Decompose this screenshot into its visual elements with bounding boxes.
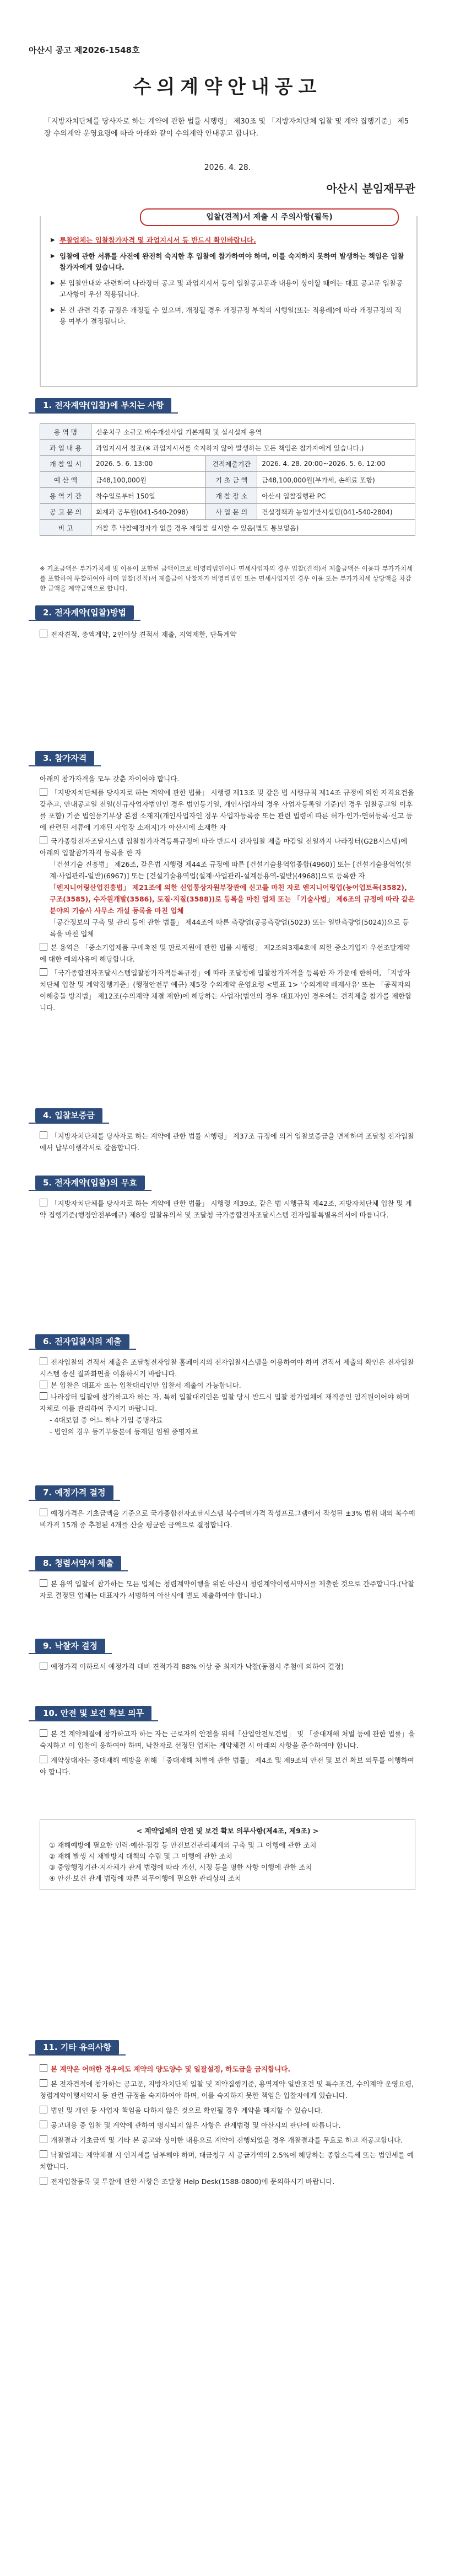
intro-text: 「지방자치단체를 당사자로 하는 계약에 관한 법률 시행령」 제30조 및 「지방자치단체 입찰 및 계약 집행기준」 제5장 수의계약 운영요령에 따라 아래와 같이 수의계약 안내공고 합니다. [44,117,409,138]
checkbox-icon [40,1729,47,1737]
section-5-text: 「지방자치단체를 당사자로 하는 계약에 관한 법률」 시행령 제39조, 같은 법 시행규칙 제42조, 지방자치단체 입찰 및 계약 집행기준(행정안전부예규) 제8장 입찰유의서 및 조달청 국가종합전자조달시스템 전자입찰특별유의서에 따릅니다. [40,1199,412,1219]
checkbox-icon [40,1357,47,1365]
checkbox-icon [40,2064,47,2072]
table-row: 예 산 액 금48,100,000원 기 초 금 액 금48,100,000원(부가세, 손해료 포함) [40,472,415,488]
page-title: 수의계약안내공고 [133,76,322,98]
checkbox-icon [40,1662,47,1670]
section-11-heading: 11. 기타 유의사항 [29,2040,126,2056]
checkbox-icon [40,1199,47,1206]
checkbox-icon [40,1756,47,1763]
warning-box [40,213,418,387]
table-row: 비 고 개찰 후 낙찰예정자가 없을 경우 재입찰 실시할 수 있음(별도 통보없음) [40,520,415,536]
section-3-heading: 3. 참가자격 [29,751,101,766]
warning-heading: 입찰(견적)서 제출 시 주의사항(필독) [140,208,399,226]
notice-date: 2026. 4. 28. [204,163,251,172]
table-row: 공 고 문 의 회계과 공무원(041-540-2098) 사 업 문 의 건설정책과 농업기반시설팀(041-540-2804) [40,504,415,520]
safety-duty-box: < 계약업체의 안전 및 보건 확보 의무사항(제4조, 제9조) > ① 재해예방에 필요한 인력·예산·점검 등 안전보건관리체계의 구축 및 그 이행에 관한 조치 ② 재해 발생 시 재발방지 대책의 수립 및 그 이행에 관한 조치 ③ 중앙행정기관·지자체가 관계 법령에 따라 개선, 시정 등을 명한 사항 이행에 관한 조치 ④ 안전·보건 관계 법령에 따른 의무이행에 필요한 관리상의 조치 [40,1820,415,1890]
checkbox-icon [40,943,47,951]
section-6-body: 전자입찰의 견적서 제출은 조달청전자입찰 홈페이지의 전자입찰시스템을 이용하여야 하며 견적서 제출의 확인은 전자입찰시스템 송신 결과화면을 이용하시기 바랍니다. 본 입찰은 대표자 또는 입찰대리인만 입찰서 제출이 가능합니다. 나라장터 입찰에 참가하고자 하는 자, 특히 입찰대리인은 입찰 당시 반드시 입찰 참가업체에 재직중인 임직원이어야 하며 자체로 이를 관리하여 주시기 바랍니다. - 4대보험 중 어느 하나 가입 증명자료 - 법인의 경우 등기부등본에 등재된 임원 증명자료 [40,1358,414,1436]
issuer: 아산시 분임재무관 [326,182,415,195]
section-10-heading: 10. 안전 및 보건 확보 의무 [29,1706,158,1721]
checkbox-icon [40,2121,47,2128]
table-row: 개 찰 일 시 2026. 5. 6. 13:00 견적제출기간 2026. 4. 28. 20:00~2026. 5. 6. 12:00 [40,456,415,472]
info-table [40,423,415,536]
warning-item: ▶ 입찰에 관한 서류를 사전에 완전히 숙지한 후 입찰에 참가하여야 하며, 이를 숙지하지 못하여 발생하는 책임은 입찰참가자에게 있습니다. [51,251,407,273]
table-row: 용 역 명 신운치구 소규모 배수개선사업 기본계획 및 실시설계 용역 [40,424,415,440]
section-4-heading: 4. 입찰보증금 [29,1108,109,1124]
section-9-text: 예정가격 이하로서 예정가격 대비 견적가격 88% 이상 중 최저가 낙찰(동점시 추첨에 의하여 결정) [40,1661,415,1672]
checkbox-icon [40,2177,47,2185]
checkbox-icon [40,630,47,637]
checkbox-icon [40,2150,47,2158]
section-8-text: 본 용역 입찰에 참가하는 모든 업체는 청렴계약이행을 위한 아산시 청렴계약이행서약서를 제출한 것으로 간주합니다.(낙찰자로 결정된 업체는 대표자가 서명하여 아산시에 별도 제출하여야 합니다.) [40,1580,415,1600]
section-11-body: 본 계약은 어떠한 경우에도 계약의 양도양수 및 일괄설정, 하도급을 금지합니다. 본 전자견적에 참가하는 공고문, 지방자치단체 입찰 및 계약집행기준, 용역계약 일반조건 및 특수조건, 수의계약 운영요령, 청렴계약이행서약서 등 관련 규정을 숙지하여야 하며, 이를 숙지하지 못한 책임은 입찰자에게 있습니다. 법인 및 개인 등 사업자 책임을 다하지 않은 것으로 확인될 경우 계약을 해지할 수 있습니다. 공고내용 중 입찰 및 계약에 관하여 명시되지 않은 사항은 관계법령 및 아산시의 판단에 따릅니다. 개찰결과 기초금액 및 기타 본 공고와 상이한 내용으로 계약이 진행되었을 경우 개찰결과를 무효로 하고 재공고합니다. 낙찰업체는 계약체결 시 인지세를 납부해야 하며, 대금청구 시 공급가액의 2.5%에 해당하는 종합소득세 또는 법인세를 예치합니다. 전자입찰등록 및 투찰에 관한 사항은 조달청 Help Desk(1588-0800)에 문의하시기 바랍니다. [40,2065,414,2186]
checkbox-icon [40,2135,47,2143]
section-4-text: 「지방자치단체를 당사자로 하는 계약에 관한 법률 시행령」 제37조 규정에 의거 입찰보증금을 면제하며 조달청 전자입찰에서 납부이행각서로 갈음합니다. [40,1132,415,1152]
table-row: 과 업 내 용 과업지시서 참조(※ 과업지시서를 숙지하지 않아 발생하는 모든 책임은 참가자에게 있습니다.) [40,440,415,456]
section-9-heading: 9. 낙찰자 결정 [29,1639,112,1654]
section-6-heading: 6. 전자입찰시의 제출 [29,1334,136,1350]
checkbox-icon [40,1381,47,1388]
checkbox-icon [40,1131,47,1139]
section-2-heading: 2. 전자계약(입찰)방법 [29,605,140,621]
section-8-heading: 8. 청렴서약서 제출 [29,1556,128,1571]
section-2-text: 전자견적, 총액계약, 2인이상 견적서 제출, 지역제한, 단독계약 [40,629,415,640]
checkbox-icon [40,968,47,976]
checkbox-icon [40,836,47,844]
section-7-heading: 7. 예정가격 결정 [29,1485,120,1501]
warning-item: ▶ 본 건 관련 각종 규정은 개정될 수 있으며, 개정될 경우 개정규정 부칙의 시행일(또는 적용례)에 따라 개정규정의 적용 여부가 결정됩니다. [51,305,407,327]
warning-item: ▶ 본 입찰안내와 관련하여 나라장터 공고 및 과업지시서 등이 입찰공고문과 내용이 상이할 때에는 대표 공고문 입찰공고사항이 우선 적용됩니다. [51,278,407,300]
checkbox-icon [40,1392,47,1400]
checkbox-icon [40,1509,47,1516]
checkbox-icon [40,788,47,796]
checkbox-icon [40,2079,47,2087]
section-3-body: 아래의 참가자격을 모두 갖춘 자이어야 합니다. 「지방자치단체를 당사자로 하는 계약에 관한 법률」 시행령 제13조 및 같은 법 시행규칙 제14조 규정에 의한 자격요건을 갖추고, 안내공고일 전일(신규사업자법인인 경우 법인등기일, 개인사업자의 경우 사업자등록일 기준)인 경우 입찰공고일 이후를 포함) 기준 법인등기부상 본점 소재지(개인사업자인 경우 사업자등록증 또는 관련 법령에 따른 허가·인가·면허등록·신고 등에 관련된 서류에 기재된 사업장 소재지)가 아산시에 소재한 자 국가종합전자조달시스템 입찰참가자격등록규정에 따라 반드시 전자입찰 제출 마감일 전일까지 나라장터(G2B시스템)에 아래의 입찰참가자격 등록을 한 자 「건설기술 진흥법」 제26조, 같은법 시행령 제44조 규정에 따른 [건설기술용역업종합(4960)] 또는 [건설기술용역업(설계·사업관리-일반)(6967)] 또는 [건설기술용역업(설계·사업관리-설계등용역-일반)(4968)]으로 등록한 자 「엔지니어링산업진흥법」 제21조에 의한 신업통상자원부장관에 신고를 마친 자로 엔지니어링업(농어업토목(3582), 구조(3585), 수자원개발(3586), 토질·지질(3588))로 등록을 마친 업체 또는 「기술사법」 제6조의 규정에 따라 같은 분야의 기술사 사무소 개설 등록을 마친 업체 「공간정보의 구축 및 관리 등에 관한 법률」 제44조에 따른 측량업(공공측량업(5023) 또는 일반측량업(5024))으로 등록을 마친 업체 본 용역은 「중소기업제품 구매촉진 및 판로지원에 관한 법률 시행령」 제2조의3제4호에 의한 중소기업자 우선조달계약에 대한 예외사유에 해당합니다. 「국가종합전자조달시스템입찰참가자격등록규정」에 따라 조달청에 입찰참가자격을 등록한 자 가운데 한하며, 「지방자치단체 입찰 및 계약집행기준」(행정안전부 예규) 제5장 수의계약 운영요령 <별표 1> '수의계약 배제사유' 또는 「공직자의 이해충돌 방지법」 제12조(수의계약 체결 제한)에 해당하는 사업자(법인의 경우 대표자)인 경우에는 견적제출 참가를 제한합니다. [40,775,415,1012]
section-5-heading: 5. 전자계약(입찰)의 무효 [29,1176,151,1191]
table-row: 용 역 기 간 착수일로부터 150일 개 찰 장 소 아산시 입찰집행관 PC [40,488,415,504]
checkbox-icon [40,2106,47,2113]
notice-number: 아산시 공고 제2026-1548호 [29,45,140,55]
section-1-heading: 1. 전자계약(입찰)에 부치는 사항 [29,398,178,414]
section-10-body: 본 건 계약체결에 참가하고자 하는 자는 근로자의 안전을 위해「산업안전보건법」 및 「중대재해 처벌 등에 관한 법률」을 숙지하고 이 입찰에 응하여야 하며, 낙찰자로 선정된 업체는 계약체결 시 아래의 사항을 준수하여야 합니다. 계약상대자는 중대재해 예방을 위해 「중대재해 처벌에 관한 법률」 제4조 및 제9조의 안전 및 보건 확보 의무를 이행하여야 합니다. [40,1730,415,1776]
checkbox-icon [40,1579,47,1587]
warning-item: ▶ 투찰업체는 입찰참가자격 및 과업지시서 등 반드시 확인바랍니다. [51,235,407,246]
section-7-text: 예정가격은 기초금액을 기준으로 국가종합전자조달시스템 복수예비가격 작성프로그램에서 작성된 ±3% 범위 내의 복수예비가격 15개 중 추첨된 4개를 산술 평균한 금액으로 결정합니다. [40,1509,415,1529]
budget-note: ※ 기초금액은 부가가치세 및 이윤이 포함된 금액이므로 비영리법인이나 면세사업자의 경우 입찰(견적)서 제출금액은 이윤과 부가가치세를 포함하여 투찰하여야 하며 입찰(견적)서 제출금이 낙찰자가 비영리법인 또는 면세사업자인 경우 이윤 또는 부가가치세 상당액을 차감한 금액을 계약금액으로 합니다. [40,565,413,592]
